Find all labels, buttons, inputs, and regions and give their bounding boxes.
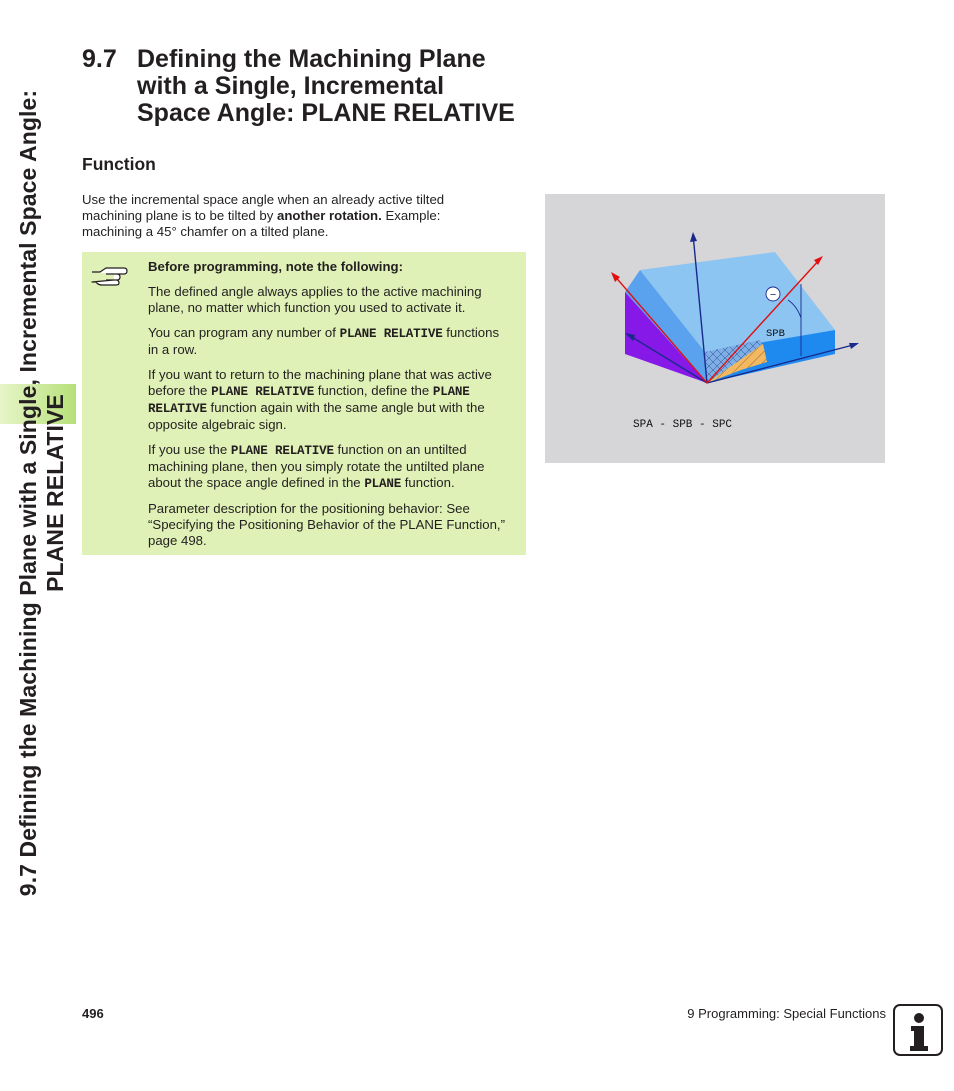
- minus-sign: −: [769, 290, 777, 302]
- chapter-footer: 9 Programming: Special Functions: [687, 1006, 886, 1021]
- intro-bold: another rotation.: [277, 208, 382, 223]
- note-paragraph-5: Parameter description for the positioning behavior: See “Specifying the Positioning Behavior of the PLANE Function,” page 498.: [148, 501, 505, 548]
- section-number: 9.7: [82, 45, 117, 73]
- figure-illustration: [545, 194, 885, 463]
- code-plane-relative: PLANE RELATIVE: [339, 327, 443, 341]
- intro-text-2: Example: machining a 45° chamfer on a tilted plane.: [82, 208, 441, 239]
- code-plane: PLANE: [364, 477, 402, 491]
- intro-text-1: Use the incremental space angle when an already active tilted machining plane is to be tilted by: [82, 192, 445, 223]
- code-plane-relative: PLANE RELATIVE: [230, 444, 334, 458]
- label-formula: SPA - SPB - SPC: [633, 419, 733, 431]
- side-running-title: [15, 43, 69, 943]
- code-plane-relative: PLANE RELATIVE: [148, 385, 470, 416]
- subheading-function: Function: [82, 154, 156, 174]
- section-heading-line1: Defining the Machining Plane: [137, 45, 486, 73]
- note-paragraph-3: If you want to return to the machining plane that was active before the PLANE RELATIVE function, define the PLANE RELATIVE function again with the same angle but with the opposite algebraic sign.: [148, 367, 492, 432]
- code-plane-relative: PLANE RELATIVE: [211, 385, 315, 399]
- side-title-line1: 9.7 Defining the Machining Plane with a Single, Incremental Space Angle:: [15, 89, 41, 897]
- label-spb: SPB: [766, 328, 785, 340]
- side-title-line2: PLANE RELATIVE: [42, 394, 68, 592]
- pointing-hand-icon: [90, 264, 128, 286]
- section-heading: [82, 46, 542, 127]
- note-box: [82, 252, 526, 555]
- plane-relative-figure: [545, 194, 885, 463]
- note-paragraph-2: You can program any number of PLANE RELATIVE functions in a row.: [148, 325, 500, 357]
- section-heading-line3: Space Angle: PLANE RELATIVE: [137, 99, 515, 127]
- note-paragraph-1: The defined angle always applies to the active machining plane, no matter which function you used to activate it.: [148, 284, 482, 315]
- info-icon: [893, 1004, 943, 1056]
- intro-paragraph: [82, 192, 502, 240]
- section-heading-line2: with a Single, Incremental: [137, 72, 445, 100]
- page-number: 496: [82, 1006, 104, 1021]
- note-title: Before programming, note the following:: [148, 259, 403, 274]
- note-paragraph-4: If you use the PLANE RELATIVE function on an untilted machining plane, then you simply rotate the untilted plane about the space angle defined in the PLANE function.: [148, 442, 485, 491]
